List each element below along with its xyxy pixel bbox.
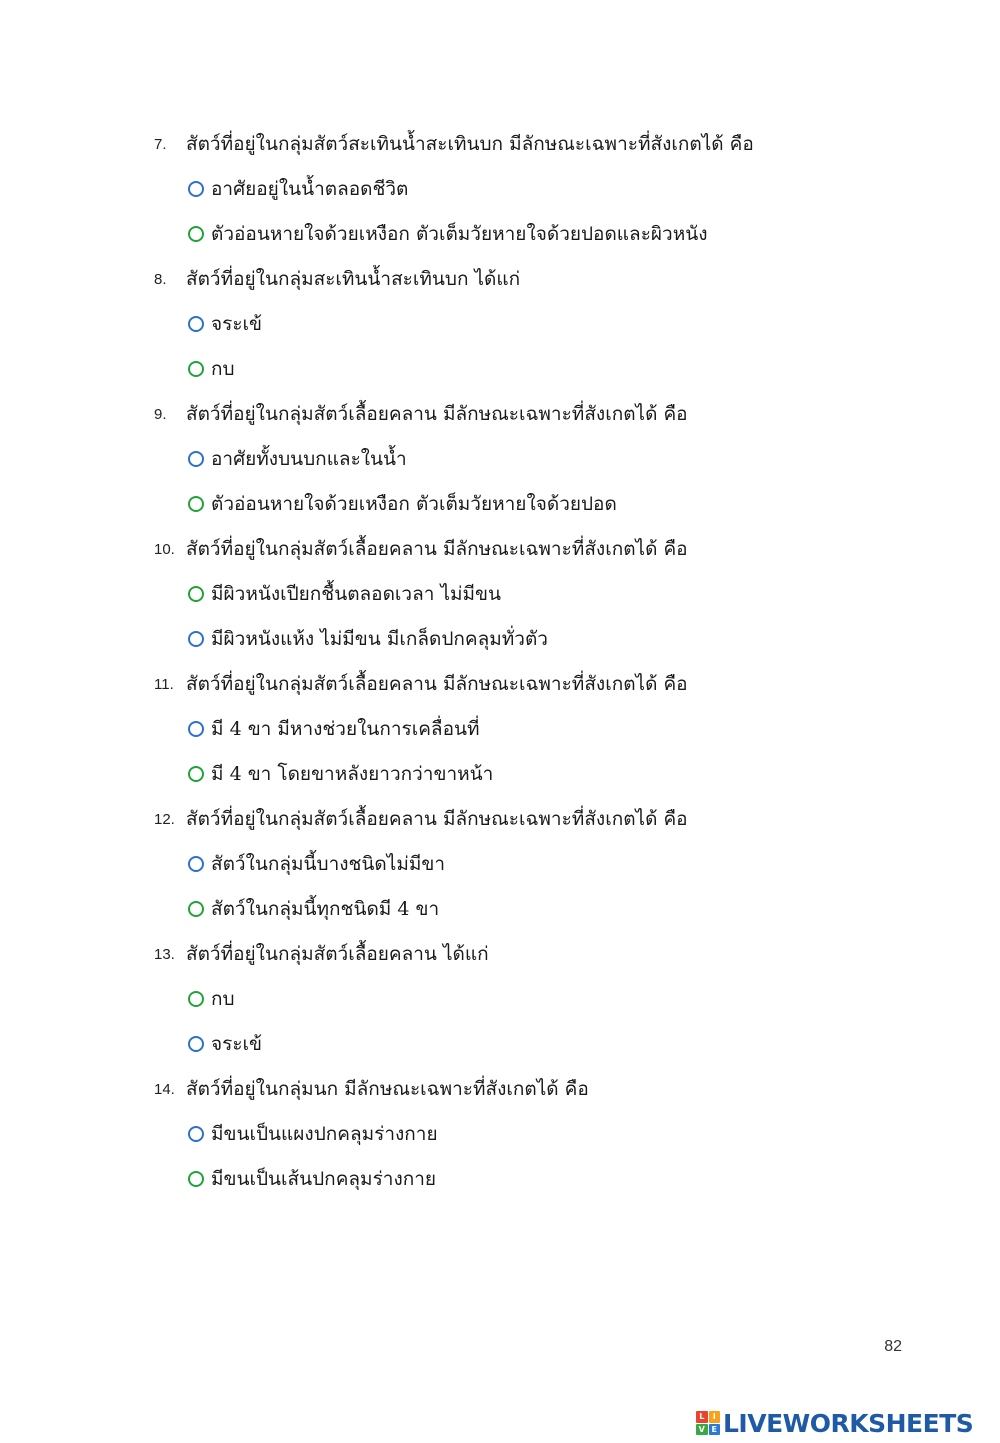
option-text: อาศัยทั้งบนบกและในน้ำ <box>211 448 407 470</box>
option-8a[interactable] <box>188 307 262 341</box>
question-text: สัตว์ที่อยู่ในกลุ่มสัตว์เลื้อยคลาน ได้แก่ <box>186 943 489 965</box>
question-text: สัตว์ที่อยู่ในกลุ่มสัตว์เลื้อยคลาน มีลักษณะเฉพาะที่สังเกตได้ คือ <box>186 403 688 425</box>
option-text: มีขนเป็นเส้นปกคลุมร่างกาย <box>211 1168 437 1190</box>
question-12 <box>154 802 688 836</box>
question-number: 9. <box>154 405 167 423</box>
radio-circle-icon[interactable] <box>188 991 204 1007</box>
question-number: 12. <box>154 810 175 828</box>
question-9 <box>154 397 688 431</box>
question-text: สัตว์ที่อยู่ในกลุ่มสะเทินน้ำสะเทินบก ได้แก่ <box>186 268 521 290</box>
option-9a[interactable] <box>188 442 407 476</box>
brand-name: LIVEWORKSHEETS <box>723 1408 974 1438</box>
question-number: 14. <box>154 1080 175 1098</box>
option-11a[interactable] <box>188 712 480 746</box>
question-text: สัตว์ที่อยู่ในกลุ่มนก มีลักษณะเฉพาะที่สังเกตได้ คือ <box>186 1078 589 1100</box>
option-text: สัตว์ในกลุ่มนี้บางชนิดไม่มีขา <box>211 853 446 875</box>
question-13 <box>154 937 489 971</box>
question-text: สัตว์ที่อยู่ในกลุ่มสัตว์สะเทินน้ำสะเทินบก มีลักษณะเฉพาะที่สังเกตได้ คือ <box>186 133 754 155</box>
option-13b[interactable] <box>188 1027 262 1061</box>
question-number: 7. <box>154 135 167 153</box>
question-number: 11. <box>154 675 174 693</box>
liveworksheets-brand <box>696 1408 973 1438</box>
radio-circle-icon[interactable] <box>188 1036 204 1052</box>
option-text: มี 4 ขา มีหางช่วยในการเคลื่อนที่ <box>211 718 480 740</box>
radio-circle-icon[interactable] <box>188 766 204 782</box>
question-7 <box>154 127 754 161</box>
radio-circle-icon[interactable] <box>188 451 204 467</box>
option-text: จระเข้ <box>211 1033 263 1055</box>
option-7b[interactable] <box>188 217 708 251</box>
option-text: กบ <box>211 988 235 1010</box>
option-14a[interactable] <box>188 1117 438 1151</box>
radio-circle-icon[interactable] <box>188 586 204 602</box>
option-12b[interactable] <box>188 892 439 926</box>
radio-circle-icon[interactable] <box>188 856 204 872</box>
question-number: 10. <box>154 540 175 558</box>
option-9b[interactable] <box>188 487 617 521</box>
option-text: จระเข้ <box>211 313 263 335</box>
page-number: 82 <box>884 1338 902 1355</box>
question-text: สัตว์ที่อยู่ในกลุ่มสัตว์เลื้อยคลาน มีลักษณะเฉพาะที่สังเกตได้ คือ <box>186 673 688 695</box>
option-text: มีผิวหนังแห้ง ไม่มีขน มีเกล็ดปกคลุมทั่วตัว <box>211 628 548 650</box>
option-text: ตัวอ่อนหายใจด้วยเหงือก ตัวเต็มวัยหายใจด้วยปอด <box>211 493 617 515</box>
option-7a[interactable] <box>188 172 408 206</box>
liveworksheets-logo-icon <box>696 1411 720 1435</box>
logo-tile-l: L <box>696 1411 708 1423</box>
option-text: มี 4 ขา โดยขาหลังยาวกว่าขาหน้า <box>211 763 494 785</box>
question-14 <box>154 1072 589 1106</box>
option-10a[interactable] <box>188 577 501 611</box>
logo-tile-v: V <box>696 1424 708 1436</box>
option-text: มีผิวหนังเปียกชื้นตลอดเวลา ไม่มีขน <box>211 583 502 605</box>
option-12a[interactable] <box>188 847 445 881</box>
radio-circle-icon[interactable] <box>188 631 204 647</box>
option-8b[interactable] <box>188 352 235 386</box>
radio-circle-icon[interactable] <box>188 901 204 917</box>
option-10b[interactable] <box>188 622 548 656</box>
question-text: สัตว์ที่อยู่ในกลุ่มสัตว์เลื้อยคลาน มีลักษณะเฉพาะที่สังเกตได้ คือ <box>186 808 688 830</box>
radio-circle-icon[interactable] <box>188 226 204 242</box>
option-text: กบ <box>211 358 235 380</box>
question-text: สัตว์ที่อยู่ในกลุ่มสัตว์เลื้อยคลาน มีลักษณะเฉพาะที่สังเกตได้ คือ <box>186 538 688 560</box>
radio-circle-icon[interactable] <box>188 496 204 512</box>
question-number: 8. <box>154 270 167 288</box>
logo-tile-e: E <box>709 1424 721 1436</box>
option-text: อาศัยอยู่ในน้ำตลอดชีวิต <box>211 178 409 200</box>
option-11b[interactable] <box>188 757 493 791</box>
option-14b[interactable] <box>188 1162 436 1196</box>
question-number: 13. <box>154 945 175 963</box>
option-13a[interactable] <box>188 982 235 1016</box>
radio-circle-icon[interactable] <box>188 361 204 377</box>
radio-circle-icon[interactable] <box>188 1171 204 1187</box>
option-text: ตัวอ่อนหายใจด้วยเหงือก ตัวเต็มวัยหายใจด้วยปอดและผิวหนัง <box>211 223 708 245</box>
radio-circle-icon[interactable] <box>188 721 204 737</box>
logo-tile-i: I <box>709 1411 721 1423</box>
question-8 <box>154 262 520 296</box>
radio-circle-icon[interactable] <box>188 1126 204 1142</box>
radio-circle-icon[interactable] <box>188 181 204 197</box>
question-11 <box>154 667 688 701</box>
question-10 <box>154 532 688 566</box>
option-text: มีขนเป็นแผงปกคลุมร่างกาย <box>211 1123 438 1145</box>
option-text: สัตว์ในกลุ่มนี้ทุกชนิดมี 4 ขา <box>211 898 440 920</box>
radio-circle-icon[interactable] <box>188 316 204 332</box>
